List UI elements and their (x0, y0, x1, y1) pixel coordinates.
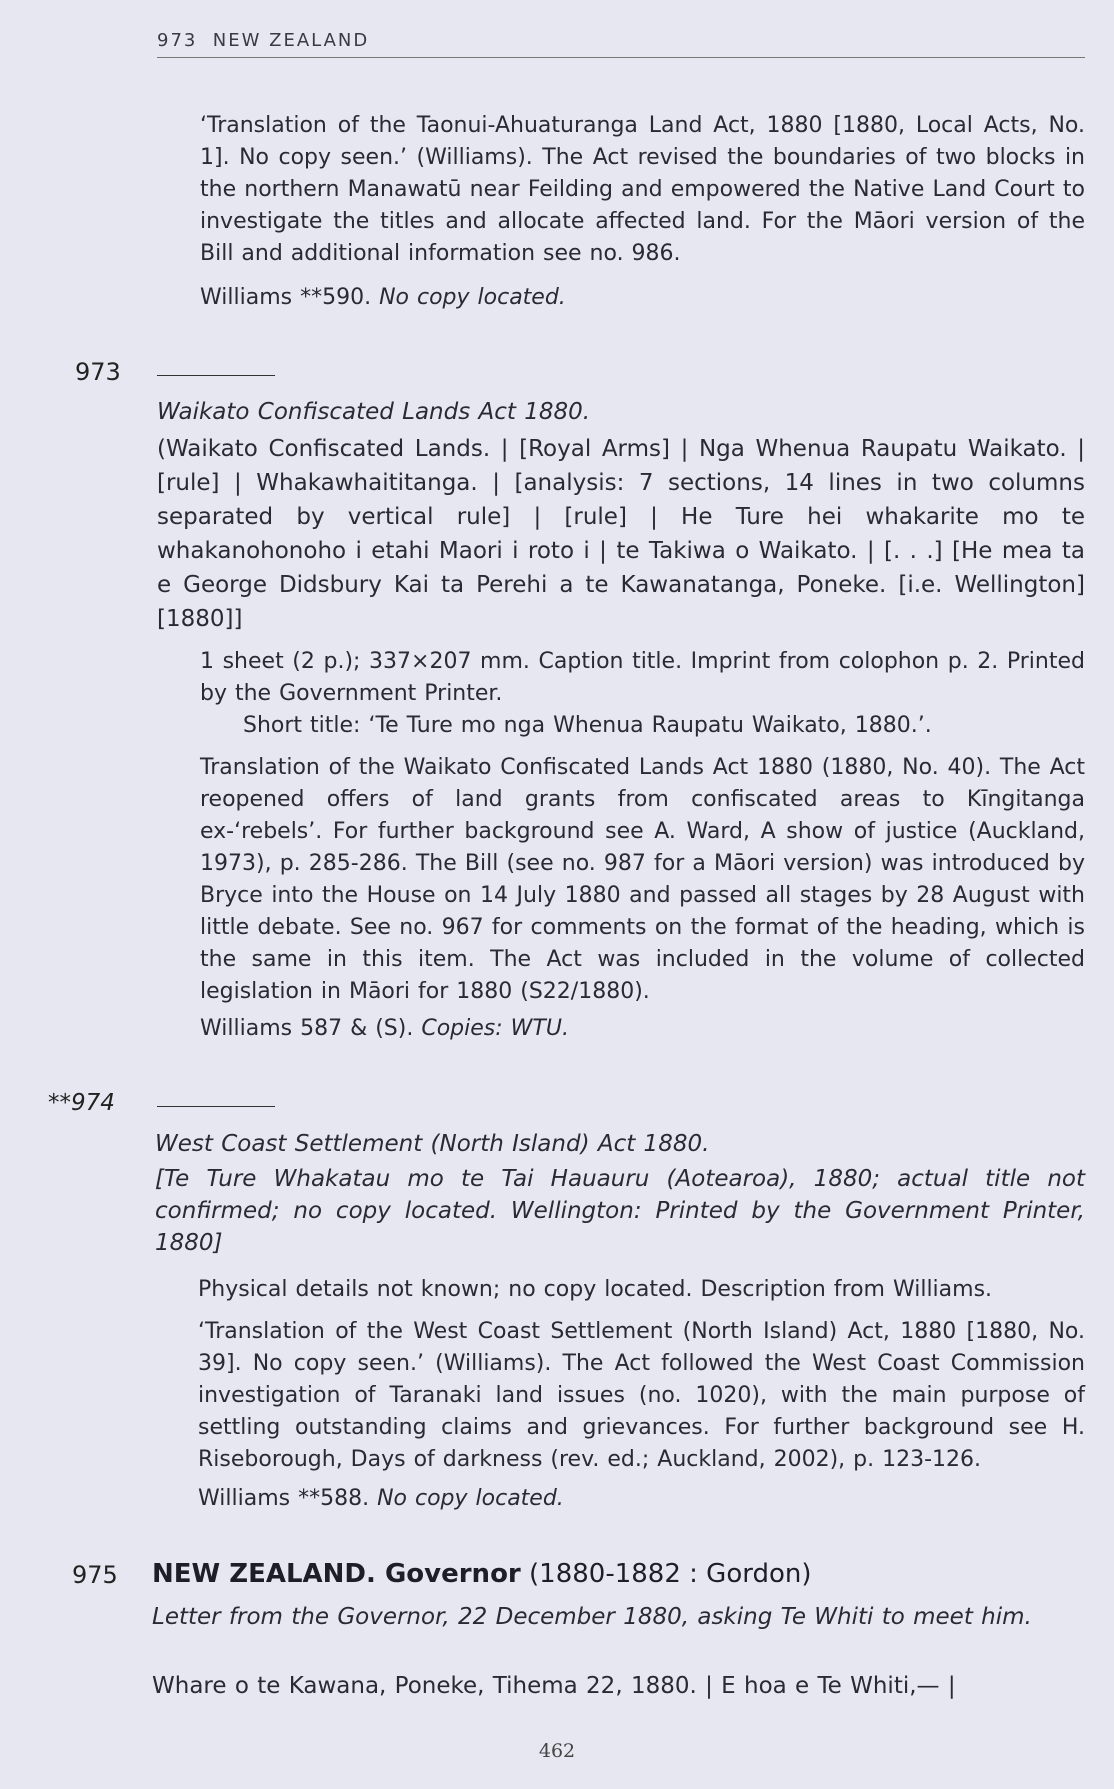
entry-974-physical: Physical details not known; no copy located. Description from Williams. (198, 1277, 993, 1302)
entry-974-title: West Coast Settlement (North Island) Act 1880. (155, 1131, 710, 1157)
entry-972-note: ‘Translation of the Taonui-Ahuaturanga Land Act, 1880 [1880, Local Acts, No. 1]. No copy seen.’ (Williams). The Act revised the boundaries of two blocks in the northern Manawatū near Feilding and empowered the Native Land Court to investigate the titles and allocate affected land. For the Māori version of the Bill and additional information see no. 986. (200, 113, 1085, 266)
entry-972-reference (200, 282, 1085, 314)
entry-973-short-title: Short title: ‘Te Ture mo nga Whenua Raupatu Waikato, 1880.’. (243, 713, 932, 738)
entry-975-heading-name: NEW ZEALAND. Governor (152, 1559, 521, 1589)
running-header (157, 30, 1085, 58)
entry-973-reference (200, 1013, 1085, 1045)
entry-973-physical: 1 sheet (2 p.); 337×207 mm. Caption title. Imprint from colophon p. 2. Printed by the Government Printer. (200, 649, 1085, 706)
entry-974-note: ‘Translation of the West Coast Settlement (North Island) Act, 1880 [1880, No. 39]. No copy seen.’ (Williams). The Act followed the West Coast Commission investigation of Taranaki land issues (no. 1020), with the main purpose of settling outstanding claims and grievances. For further background see H. Riseborough, Days of darkness (rev. ed.; Auckland, 2002), p. 123-126. (198, 1319, 1085, 1472)
entry-973-transcription: (Waikato Confiscated Lands. | [Royal Arms] | Nga Whenua Raupatu Waikato. | [rule] | Whakawhaititanga. | [analysis: 7 sections, 14 lines in two columns separated by vertical rule] | [rule] | He Ture hei whakarite mo te whakanohonoho i etahi Maori i roto i | te Takiwa o Waikato. | [. . .] [He mea ta e George Didsbury Kai ta Perehi a te Kawanatanga, Poneke. [i.e. Wellington] [1880]] (157, 436, 1085, 632)
entry-973-author-dash (157, 375, 275, 376)
entry-973-ref: Williams 587 & (S). (200, 1016, 414, 1041)
entry-974-reference (198, 1483, 1085, 1515)
entry-973-note: Translation of the Waikato Confiscated Lands Act 1880 (1880, No. 40). The Act reopened offers of land grants from confiscated areas to Kīngitanga ex-‘rebels’. For further background see A. Ward, A show of justice (Auckland, 1973), p. 285-286. The Bill (see no. 987 for a Māori version) was introduced by Bryce into the House on 14 July 1880 and passed all stages by 28 August with little debate. See no. 967 for comments on the format of the heading, which is the same in this item. The Act was included in the volume of collected legislation in Māori for 1880 (S22/1880). (200, 755, 1085, 1004)
entry-974-ref: Williams **588. (198, 1486, 370, 1511)
entry-974-author-dash (157, 1106, 275, 1107)
entry-972-ref: Williams **590. (200, 285, 372, 310)
entry-975-heading-dates: (1880-1882 : Gordon) (529, 1559, 812, 1589)
page-number: 462 (538, 1740, 576, 1762)
header-rule (157, 57, 1085, 58)
entry-974-ref-status: No copy located. (377, 1486, 564, 1511)
entry-974-supplied-title: [Te Ture Whakatau mo te Tai Hauauru (Aotearoa), 1880; actual title not confirmed; no copy located. Wellington: Printed by the Government Printer, 1880] (155, 1166, 1085, 1256)
entry-972-ref-status: No copy located. (379, 285, 566, 310)
entry-974-number: **974 (48, 1090, 115, 1116)
entry-973-ref-copies: Copies: WTU. (421, 1016, 569, 1041)
entry-975-title: Letter from the Governor, 22 December 1880, asking Te Whiti to meet him. (152, 1604, 1032, 1630)
entry-975-transcription: Whare o te Kawana, Poneke, Tihema 22, 1880. | E hoa e Te Whiti,— | (152, 1673, 956, 1699)
entry-973-title: Waikato Confiscated Lands Act 1880. (157, 399, 591, 425)
entry-973-number: 973 (75, 358, 121, 386)
running-header-text: 973 NEW ZEALAND (157, 30, 370, 51)
entry-975-heading (152, 1557, 1082, 1591)
entry-975-number: 975 (72, 1561, 118, 1589)
